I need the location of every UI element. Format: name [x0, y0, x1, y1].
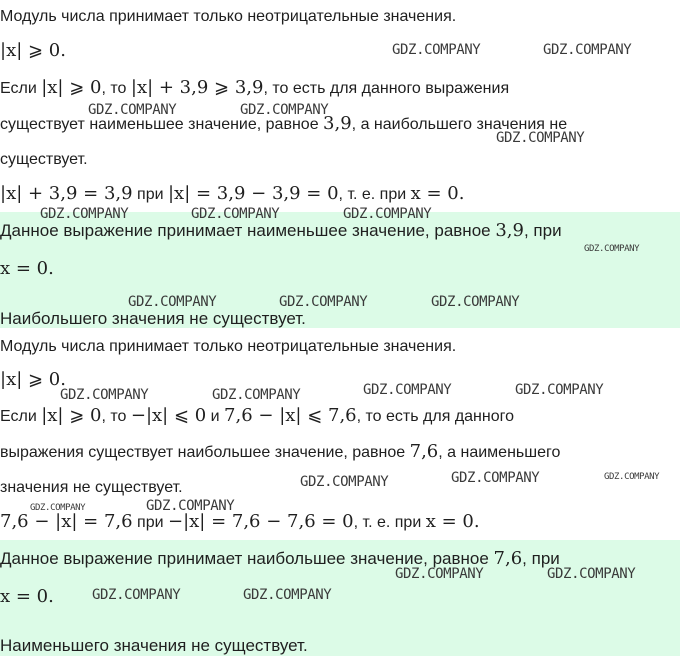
calculation-line-2 — [0, 511, 480, 534]
text: , т. е. при — [353, 514, 426, 531]
watermark: GDZ.COMPANY — [584, 244, 640, 254]
reasoning-line-2a — [0, 405, 514, 428]
text: Если — [0, 80, 42, 97]
reasoning-line-2c: значения не существует. — [0, 479, 183, 496]
answer-line-2c: Наименьшего значения не существует. — [0, 636, 308, 655]
math: 3,9 — [495, 220, 524, 241]
math: |x| + 3,9 = 3,9 — [0, 183, 133, 204]
watermark: GDZ.COMPANY — [392, 42, 481, 58]
reasoning-line-1a — [0, 77, 509, 100]
watermark: GDZ.COMPANY — [40, 206, 129, 222]
math: −|x| = 7,6 − 7,6 = 0 — [167, 511, 354, 532]
math: 3,9 — [323, 113, 352, 134]
answer-line-1a — [0, 220, 562, 242]
answer-line-2b: x = 0. — [0, 586, 54, 607]
text: , при — [522, 549, 560, 568]
watermark: GDZ.COMPANY — [451, 470, 540, 486]
math: |x| + 3,9 ⩾ 3,9 — [130, 77, 264, 98]
calculation-line-1 — [0, 183, 464, 206]
watermark: GDZ.COMPANY — [240, 102, 329, 118]
text: Данное выражение принимает наибольшее значение, равное — [0, 549, 494, 568]
text: , т. е. при — [338, 186, 411, 203]
answer-line-1b: x = 0. — [0, 258, 54, 279]
watermark: GDZ.COMPANY — [191, 206, 280, 222]
watermark: GDZ.COMPANY — [92, 587, 181, 603]
watermark: GDZ.COMPANY — [431, 294, 520, 310]
intro-text-1: Модуль числа принимает только неотрицательные значения. — [0, 8, 457, 25]
math: −|x| ⩽ 0 — [130, 405, 207, 426]
text: и — [206, 408, 225, 425]
text: при — [132, 514, 168, 531]
math: 7,6 − |x| = 7,6 — [0, 511, 133, 532]
watermark: GDZ.COMPANY — [60, 387, 149, 403]
math: |x| ⩾ 0 — [41, 77, 102, 98]
watermark: GDZ.COMPANY — [88, 102, 177, 118]
math: |x| ⩾ 0 — [41, 405, 102, 426]
answer-line-1c: Наибольшего значения не существует. — [0, 309, 306, 328]
watermark: GDZ.COMPANY — [146, 498, 235, 514]
text: существует наименьшее значение, равное — [0, 116, 324, 133]
math: x = 0. — [410, 183, 465, 204]
watermark: GDZ.COMPANY — [243, 587, 332, 603]
watermark: GDZ.COMPANY — [300, 474, 389, 490]
watermark: GDZ.COMPANY — [543, 42, 632, 58]
abs-nonneg-2: |x| ⩾ 0. — [0, 369, 66, 390]
text: Если — [0, 408, 42, 425]
text: при — [132, 186, 168, 203]
intro-text-2: Модуль числа принимает только неотрицательные значения. — [0, 338, 457, 355]
watermark: GDZ.COMPANY — [515, 382, 604, 398]
watermark: GDZ.COMPANY — [363, 382, 452, 398]
watermark: GDZ.COMPANY — [212, 387, 301, 403]
watermark: GDZ.COMPANY — [395, 566, 484, 582]
text: Данное выражение принимает наименьшее значение, равное — [0, 221, 496, 240]
watermark: GDZ.COMPANY — [547, 566, 636, 582]
reasoning-line-1c: существует. — [0, 151, 88, 168]
text: , то — [101, 80, 131, 97]
watermark: GDZ.COMPANY — [30, 503, 86, 513]
abs-nonneg-1: |x| ⩾ 0. — [0, 40, 66, 61]
watermark: GDZ.COMPANY — [343, 206, 432, 222]
text: , а наибольшего значения не — [351, 116, 568, 133]
watermark: GDZ.COMPANY — [496, 130, 585, 146]
text: , а наименьшего — [438, 444, 561, 461]
reasoning-line-2b — [0, 441, 560, 464]
watermark: GDZ.COMPANY — [604, 472, 660, 482]
text: выражения существует наибольшее значение, равное — [0, 444, 410, 461]
text: , при — [523, 221, 562, 240]
math: x = 0. — [425, 511, 480, 532]
text: , то есть для данного — [356, 408, 514, 425]
math: 7,6 — [409, 441, 439, 462]
watermark: GDZ.COMPANY — [128, 294, 217, 310]
text: , то есть для данного выражения — [263, 80, 510, 97]
watermark: GDZ.COMPANY — [279, 294, 368, 310]
math: 7,6 — [493, 548, 523, 569]
math: 7,6 − |x| ⩽ 7,6 — [224, 405, 357, 426]
math: |x| = 3,9 − 3,9 = 0 — [167, 183, 339, 204]
text: , то — [101, 408, 131, 425]
